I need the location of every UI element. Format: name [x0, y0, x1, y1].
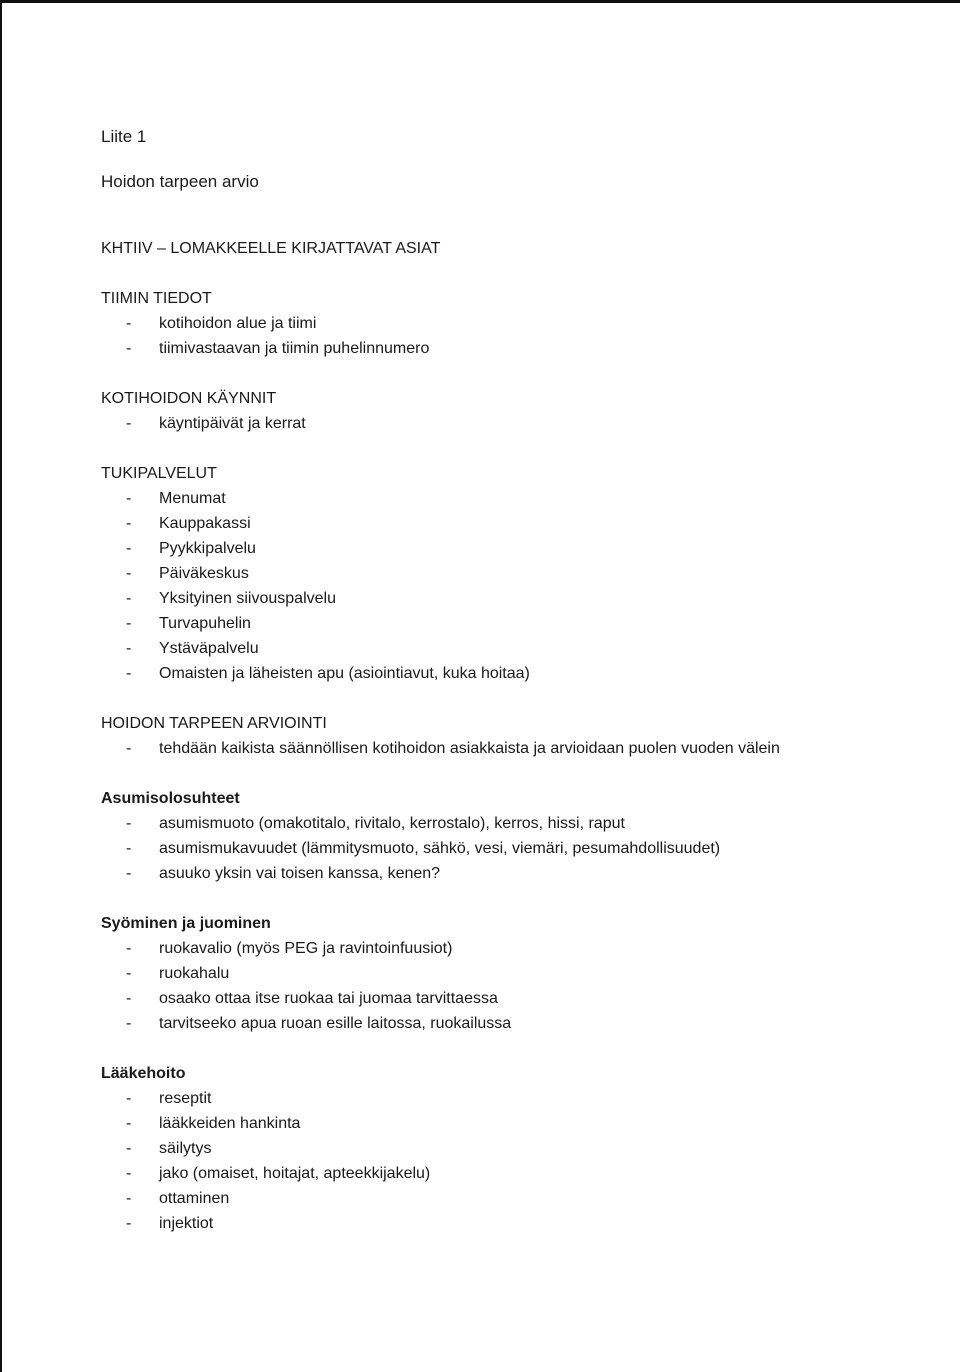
bullet-dash: -: [126, 665, 132, 682]
list-item: [101, 636, 921, 661]
list-item: [101, 936, 921, 961]
list-item: [101, 861, 921, 886]
list-item-text: Menumat: [159, 490, 226, 507]
list-item: [101, 1136, 921, 1161]
section-heading: Syöminen ja juominen: [101, 915, 271, 932]
list-item: [101, 1011, 921, 1036]
bullet-dash: -: [126, 490, 132, 507]
list-item-text: asumismuoto (omakotitalo, rivitalo, kerrostalo), kerros, hissi, raput: [159, 815, 625, 832]
document-title: Hoidon tarpeen arvio: [101, 172, 259, 191]
attachment-label: Liite 1: [101, 127, 147, 146]
bullet-dash: -: [126, 840, 132, 857]
bullet-dash: -: [126, 1215, 132, 1232]
list-item: [101, 611, 921, 636]
section-tukipalvelut: [101, 461, 921, 686]
list-item-text: säilytys: [159, 1140, 212, 1157]
list-item-text: Pyykkipalvelu: [159, 540, 256, 557]
form-heading: KHTIIV – LOMAKKEELLE KIRJATTAVAT ASIAT: [101, 240, 441, 257]
bullet-dash: -: [126, 1015, 132, 1032]
list-item-text: Ystäväpalvelu: [159, 640, 259, 657]
bullet-dash: -: [126, 340, 132, 357]
bullet-dash: -: [126, 315, 132, 332]
section-kotihoidon-kaynnit: [101, 386, 921, 436]
list-item: [101, 311, 921, 336]
list-item: [101, 836, 921, 861]
list-item: [101, 1111, 921, 1136]
page-border-top: [0, 0, 960, 3]
list-item: [101, 661, 921, 686]
bullet-dash: -: [126, 1090, 132, 1107]
section-heading: KOTIHOIDON KÄYNNIT: [101, 390, 277, 407]
bullet-dash: -: [126, 815, 132, 832]
list-item: [101, 986, 921, 1011]
section-heading: Asumisolosuhteet: [101, 790, 240, 807]
list-item-text: tiimivastaavan ja tiimin puhelinnumero: [159, 340, 430, 357]
bullet-dash: -: [126, 865, 132, 882]
section-heading: HOIDON TARPEEN ARVIOINTI: [101, 715, 327, 732]
list-item-text: Turvapuhelin: [159, 615, 251, 632]
section-asumisolosuhteet: [101, 786, 921, 886]
bullet-dash: -: [126, 990, 132, 1007]
list-item-text: ottaminen: [159, 1190, 230, 1207]
bullet-dash: -: [126, 590, 132, 607]
bullet-dash: -: [126, 615, 132, 632]
bullet-dash: -: [126, 540, 132, 557]
list-item-text: kotihoidon alue ja tiimi: [159, 315, 317, 332]
bullet-dash: -: [126, 1140, 132, 1157]
bullet-dash: -: [126, 515, 132, 532]
list-item-text: jako (omaiset, hoitajat, apteekkijakelu): [159, 1165, 431, 1182]
list-item: [101, 1186, 921, 1211]
list-item: [101, 411, 921, 436]
list-item: [101, 561, 921, 586]
list-item-text: asumismukavuudet (lämmitysmuoto, sähkö, vesi, viemäri, pesumahdollisuudet): [159, 840, 721, 857]
list-item-text: lääkkeiden hankinta: [159, 1115, 301, 1132]
section-hoidon-tarpeen-arviointi: [101, 711, 921, 761]
document-body: [101, 124, 921, 1236]
list-item: [101, 1161, 921, 1186]
list-item-text: injektiot: [159, 1215, 214, 1232]
bullet-dash: -: [126, 640, 132, 657]
list-item-text: tarvitseeko apua ruoan esille laitossa, ruokailussa: [159, 1015, 512, 1032]
section-laakehoito: [101, 1061, 921, 1236]
list-item-text: Kauppakassi: [159, 515, 251, 532]
section-heading: TUKIPALVELUT: [101, 465, 217, 482]
bullet-dash: -: [126, 940, 132, 957]
list-item: [101, 1211, 921, 1236]
list-item-text: ruokahalu: [159, 965, 230, 982]
list-item: [101, 1086, 921, 1111]
list-item-text: käyntipäivät ja kerrat: [159, 415, 306, 432]
bullet-dash: -: [126, 1190, 132, 1207]
list-item: [101, 511, 921, 536]
section-heading: TIIMIN TIEDOT: [101, 290, 212, 307]
bullet-dash: -: [126, 1115, 132, 1132]
list-item-text: asuuko yksin vai toisen kanssa, kenen?: [159, 865, 441, 882]
section-tiimin-tiedot: [101, 286, 921, 361]
section-heading: Lääkehoito: [101, 1065, 186, 1082]
section-syominen-ja-juominen: [101, 911, 921, 1036]
list-item-text: tehdään kaikista säännöllisen kotihoidon asiakkaista ja arvioidaan puolen vuoden välein: [159, 740, 780, 757]
page-border-left: [0, 0, 2, 1372]
list-item: [101, 811, 921, 836]
list-item-text: Yksityinen siivouspalvelu: [159, 590, 336, 607]
list-item: [101, 536, 921, 561]
list-item: [101, 586, 921, 611]
bullet-dash: -: [126, 1165, 132, 1182]
list-item-text: ruokavalio (myös PEG ja ravintoinfuusiot): [159, 940, 453, 957]
bullet-dash: -: [126, 565, 132, 582]
list-item: [101, 486, 921, 511]
bullet-dash: -: [126, 740, 132, 757]
list-item: [101, 961, 921, 986]
list-item-text: Omaisten ja läheisten apu (asiointiavut, kuka hoitaa): [159, 665, 530, 682]
bullet-dash: -: [126, 415, 132, 432]
list-item-text: osaako ottaa itse ruokaa tai juomaa tarvittaessa: [159, 990, 498, 1007]
list-item: [101, 736, 921, 761]
list-item: [101, 336, 921, 361]
list-item-text: reseptit: [159, 1090, 212, 1107]
list-item-text: Päiväkeskus: [159, 565, 249, 582]
bullet-dash: -: [126, 965, 132, 982]
